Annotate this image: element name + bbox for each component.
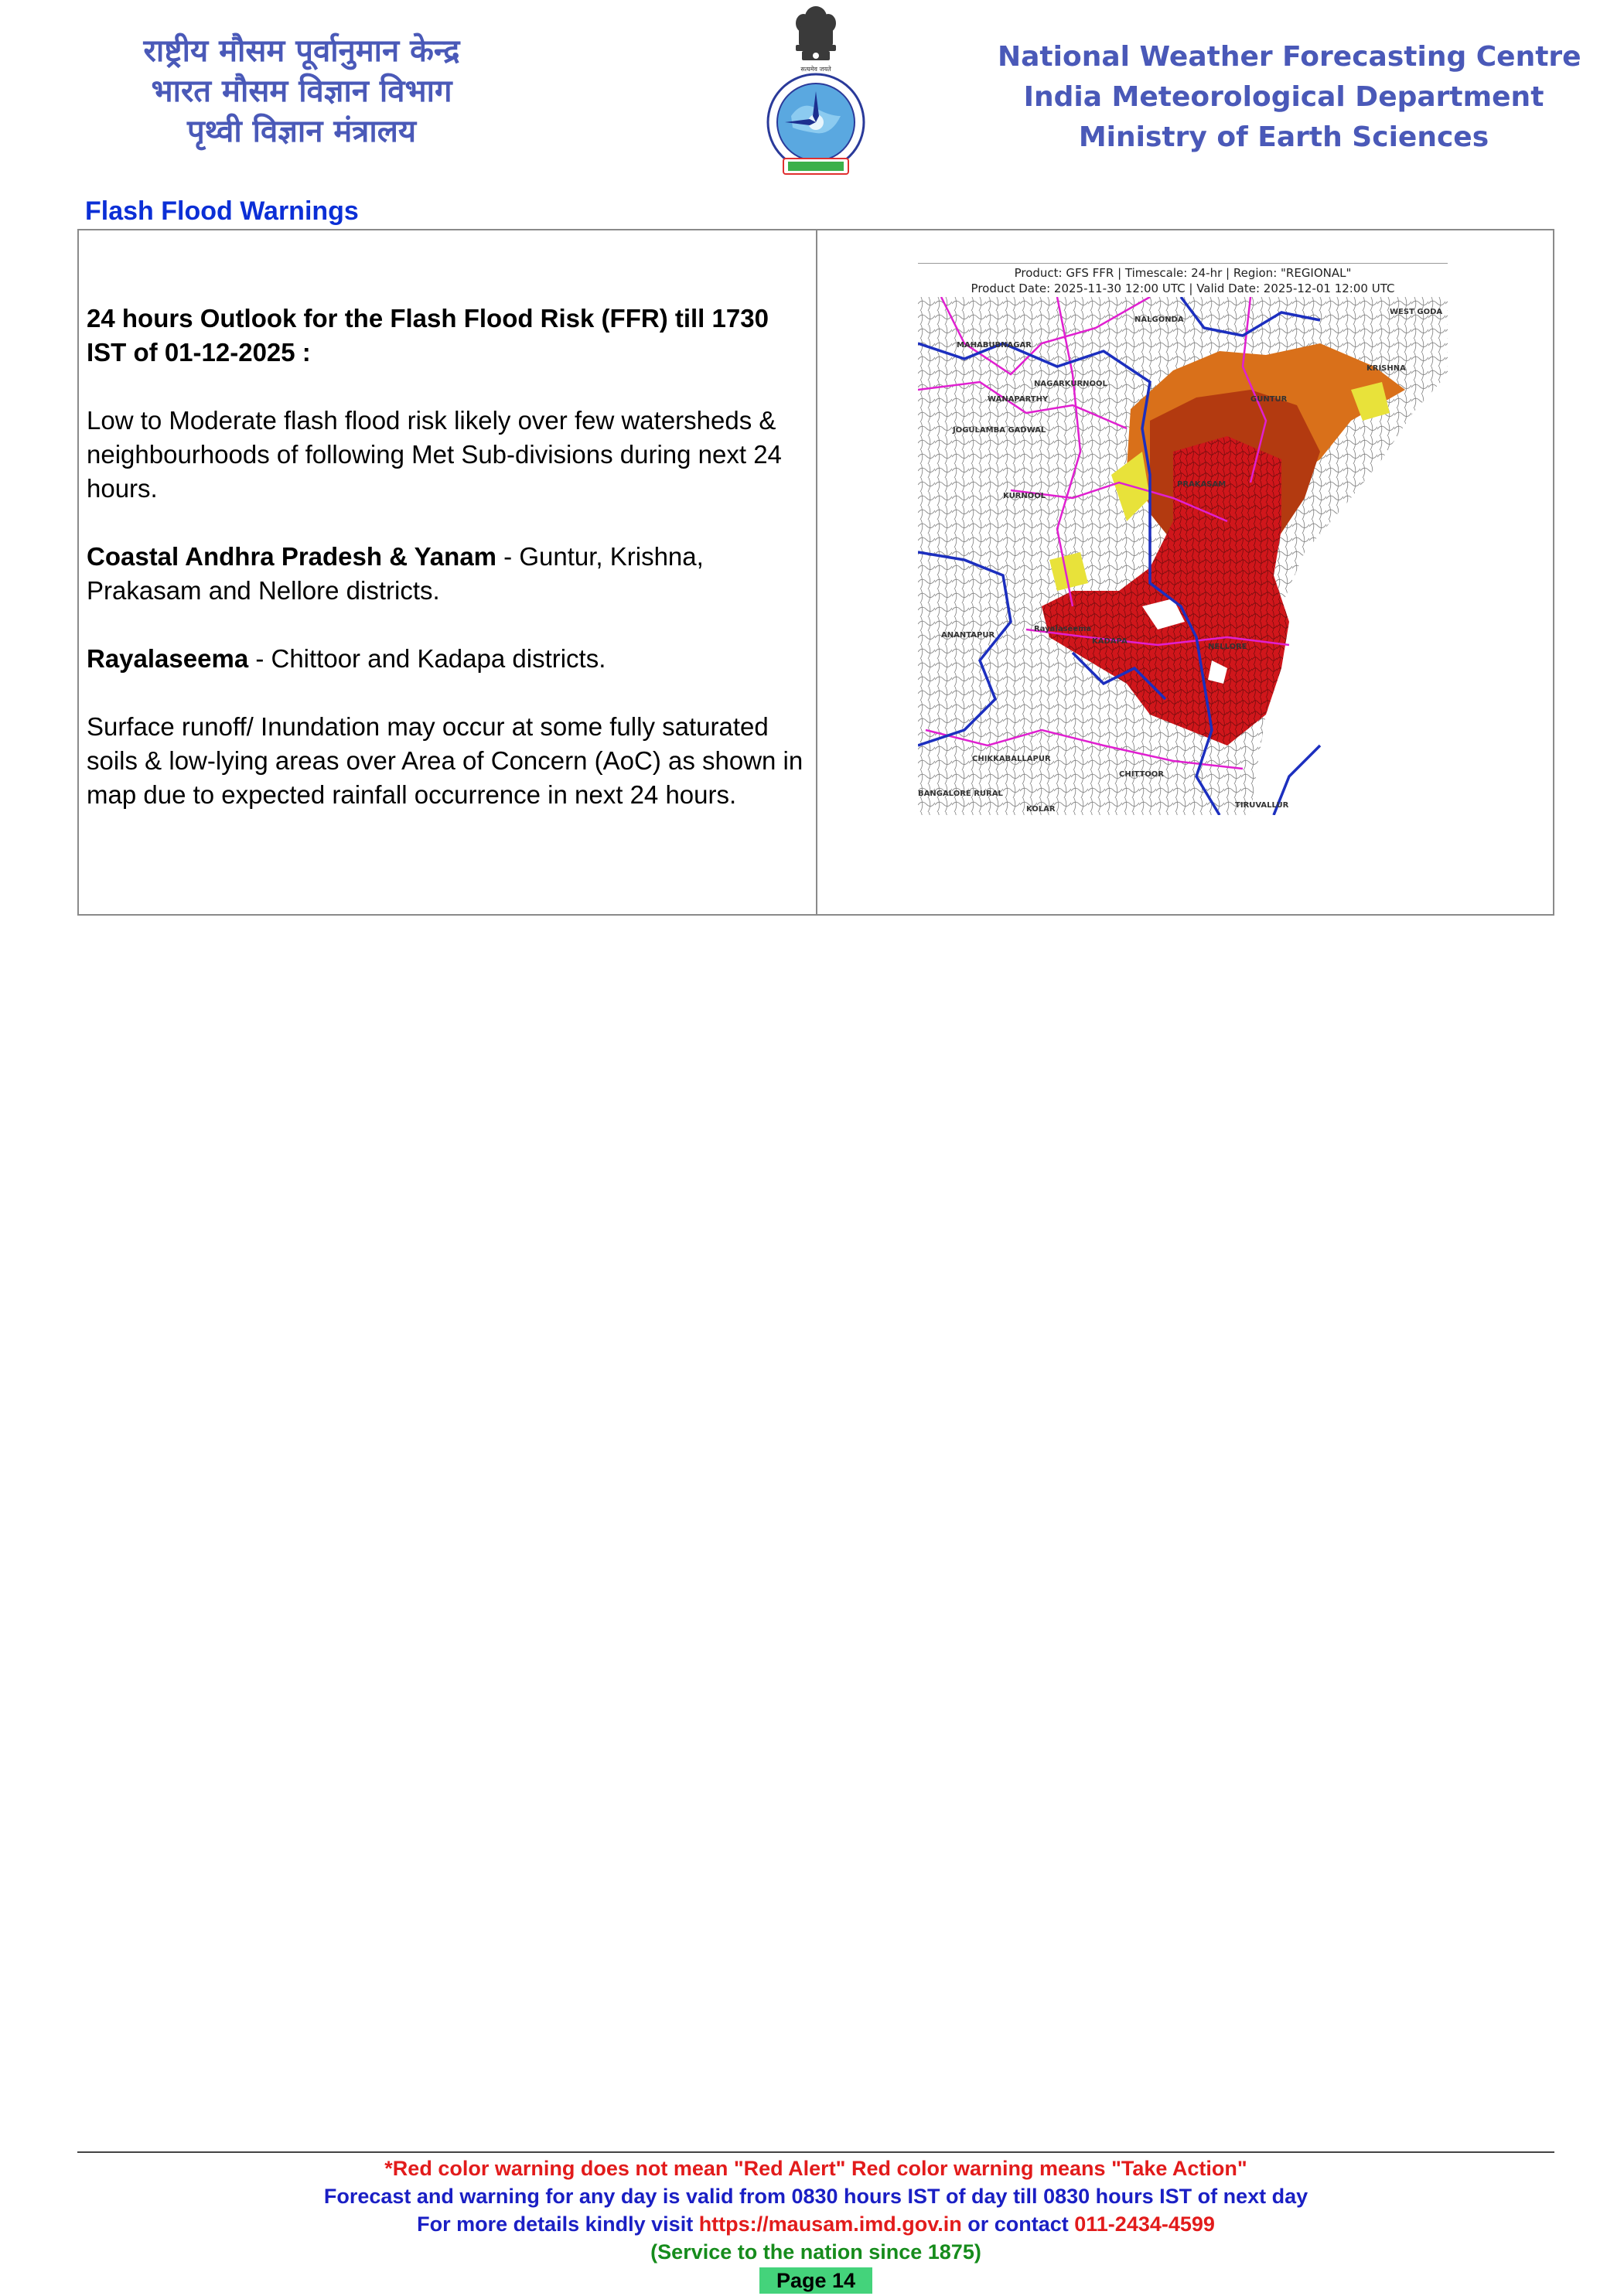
map-cell — [817, 230, 1553, 914]
flash-flood-risk-map — [918, 297, 1448, 815]
map-caption-line-2: Product Date: 2025-11-30 12:00 UTC | Valid Date: 2025-12-01 12:00 UTC — [971, 281, 1395, 295]
map-label-bangalore-rural: BANGALORE RURAL — [918, 790, 1003, 798]
header-hindi-line-3: पृथ्वी विज्ञान मंत्रालय — [186, 114, 417, 149]
map-label-guntur: GUNTUR — [1250, 395, 1288, 404]
map-label-mahabubnagar: MAHABUBNAGAR — [957, 341, 1032, 350]
map-label-anantapur: ANANTAPUR — [941, 631, 995, 640]
footer-phone-number: 011-2434-4599 — [1074, 2212, 1215, 2236]
region-name: Coastal Andhra Pradesh & Yanam — [87, 542, 497, 571]
header-hindi-line-1: राष्ट्रीय मौसम पूर्वानुमान केन्द्र — [143, 33, 460, 69]
map-label-prakasam: PRAKASAM — [1177, 480, 1227, 489]
region-name: Rayalaseema — [87, 644, 249, 673]
footer-website-link[interactable]: https://mausam.imd.gov.in — [698, 2212, 962, 2236]
map-caption — [918, 263, 1448, 297]
map-label-rayalaseema: Rayalaseema — [1034, 625, 1092, 633]
map-label-chikkaballapur: CHIKKABALLAPUR — [972, 755, 1051, 763]
map-label-west-godavari: WEST GODA — [1390, 308, 1443, 316]
section-title: Flash Flood Warnings — [85, 196, 359, 226]
map-label-krishna: KRISHNA — [1366, 364, 1406, 373]
warning-table — [77, 229, 1554, 916]
map-label-tiruvallur: TIRUVALLUR — [1235, 801, 1289, 810]
outlook-text-cell — [79, 230, 817, 914]
map-label-kurnool: KURNOOL — [1003, 492, 1046, 500]
imd-emblem-icon — [762, 0, 870, 186]
outlook-note: Surface runoff/ Inundation may occur at some fully saturated soils & low-lying areas over Area of Concern (AoC) as shown in map due to expected rainfall occurrence in next 24 hours. — [87, 712, 803, 809]
footer-contact-line — [77, 2210, 1554, 2238]
footer — [77, 2154, 1554, 2294]
header-english-line-1: National Weather Forecasting Centre — [998, 41, 1581, 73]
map-label-kolar: KOLAR — [1026, 805, 1056, 814]
flood-risk-map — [918, 263, 1448, 843]
header-hindi-line-2: भारत मौसम विज्ञान विभाग — [151, 73, 452, 109]
footer-contact-mid: or contact — [961, 2212, 1075, 2236]
footer-service-note: (Service to the nation since 1875) — [650, 2240, 981, 2264]
header-hindi-title — [85, 31, 518, 152]
map-label-jogulamba: JOGULAMBA GADWAL — [953, 426, 1046, 435]
svg-text:सत्यमेव जयते: सत्यमेव जयते — [800, 66, 831, 73]
outlook-heading: 24 hours Outlook for the Flash Flood Risk (FFR) till 1730 IST of 01-12-2025 : — [87, 304, 769, 367]
map-label-chittoor: CHITTOOR — [1119, 770, 1165, 779]
header-english-line-3: Ministry of Earth Sciences — [1078, 121, 1489, 153]
footer-validity-note: Forecast and warning for any day is valid from 0830 hours IST of day till 0830 hours IST of next day — [323, 2185, 1308, 2208]
map-label-nalgonda: NALGONDA — [1134, 316, 1184, 324]
header-english-line-2: India Meteorological Department — [1023, 81, 1544, 113]
region-item — [87, 540, 808, 608]
map-caption-line-1: Product: GFS FFR | Timescale: 24-hr | Region: "REGIONAL" — [1014, 266, 1352, 280]
footer-contact-prefix: For more details kindly visit — [417, 2212, 699, 2236]
outlook-intro: Low to Moderate flash flood risk likely over few watersheds & neighbourhoods of following Met Sub-divisions during next 24 hours. — [87, 406, 782, 503]
page-number-badge: Page 14 — [759, 2267, 872, 2294]
region-districts: - Guntur, Krishna, Prakasam and Nellore districts. — [87, 542, 704, 605]
footer-red-warning-note: *Red color warning does not mean "Red Alert" Red color warning means "Take Action" — [384, 2157, 1247, 2180]
map-label-nellore: NELLORE — [1208, 643, 1247, 651]
region-districts: - Chittoor and Kadapa districts. — [248, 644, 606, 673]
map-label-wanaparthy: WANAPARTHY — [988, 395, 1049, 404]
footer-divider — [77, 2151, 1554, 2153]
region-item — [87, 642, 808, 676]
map-label-kadapa: KADAPA — [1092, 637, 1128, 646]
map-label-nagarkurnool: NAGARKURNOOL — [1034, 380, 1107, 388]
header-english-title — [998, 37, 1581, 158]
